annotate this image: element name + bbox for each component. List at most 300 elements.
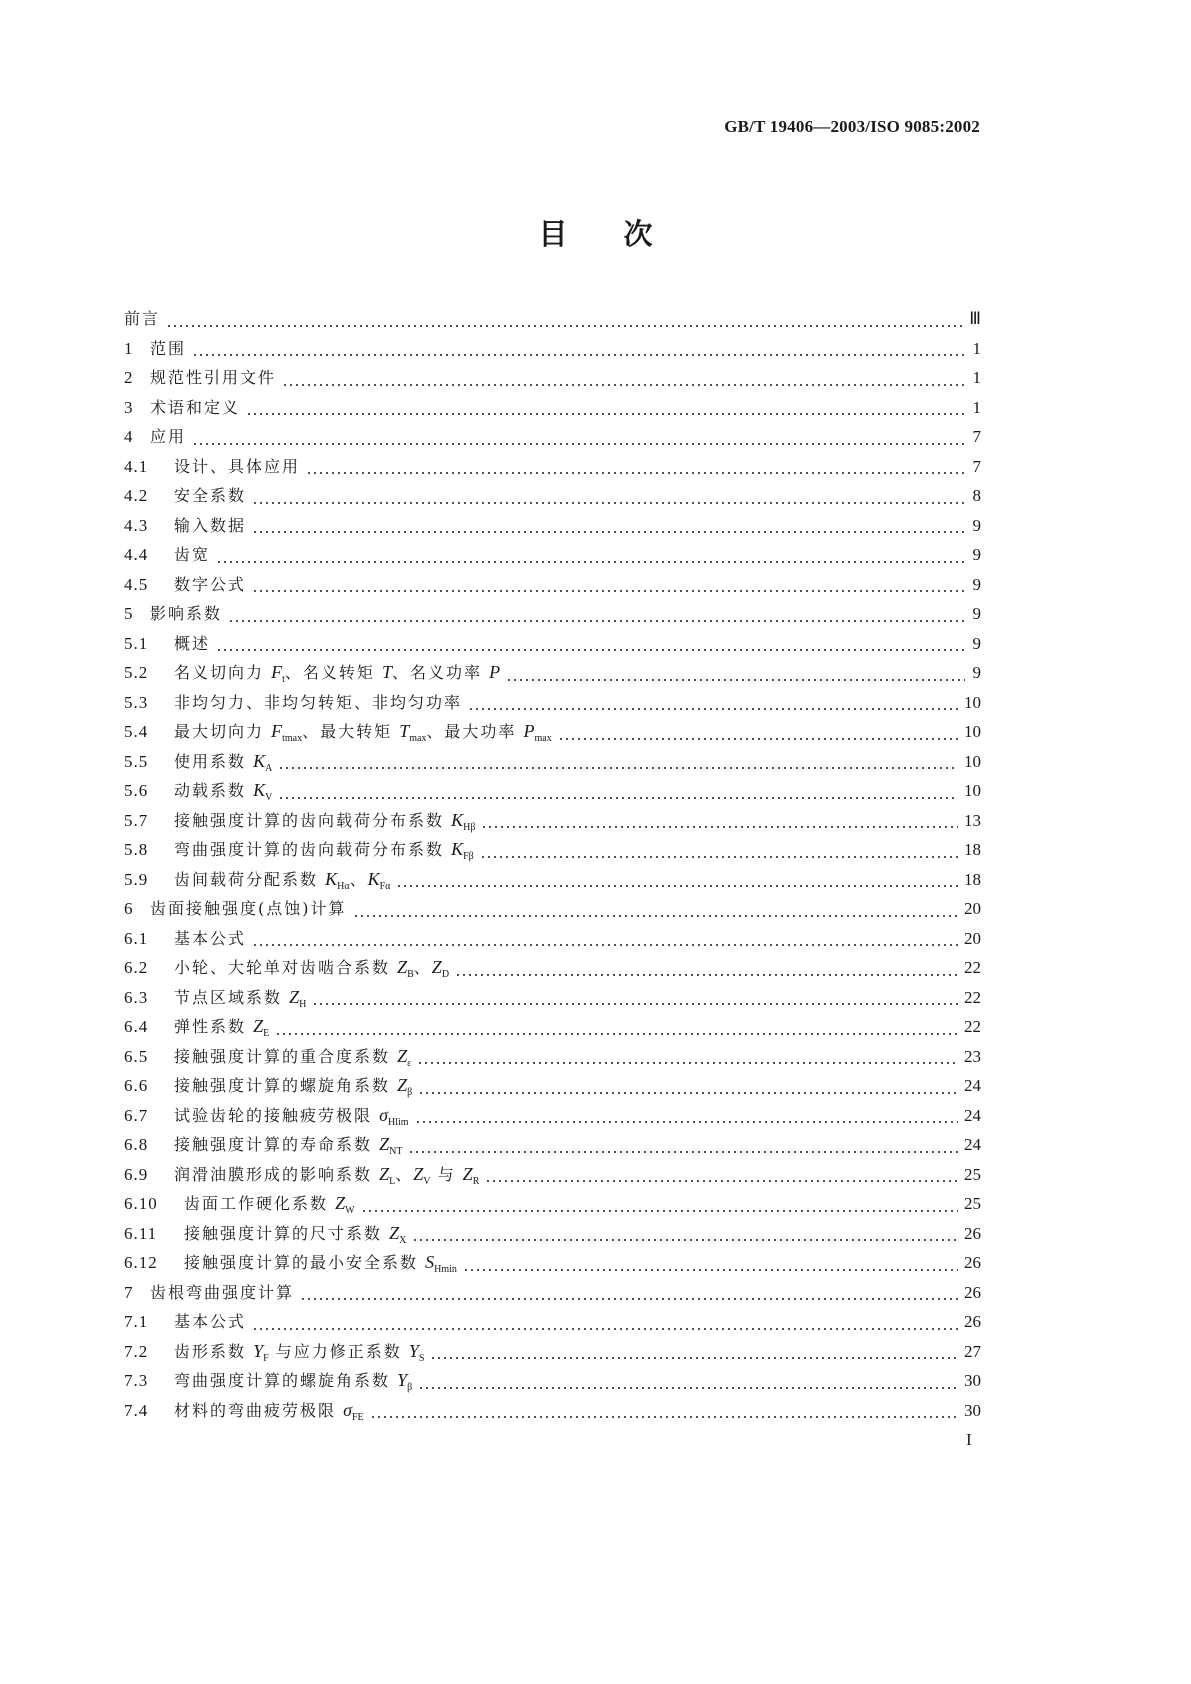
title-text: 接触强度计算的寿命系数	[174, 1135, 380, 1154]
toc-entry[interactable]	[124, 513, 981, 543]
symbol-letter: Y	[408, 1340, 419, 1361]
title-text: 接触强度计算的最小安全系数	[184, 1253, 426, 1272]
toc-entry-title	[174, 749, 272, 774]
symbol-letter: Z	[462, 1163, 473, 1184]
title-text: 应用	[150, 427, 187, 446]
toc-entry[interactable]	[124, 365, 981, 395]
symbol-subscript: Fα	[379, 880, 391, 892]
toc-entry-page: 26	[964, 1253, 981, 1272]
toc-entry[interactable]	[124, 601, 981, 631]
toc-entry[interactable]	[124, 572, 981, 602]
title-text: 材料的弯曲疲劳极限	[174, 1400, 344, 1420]
title-text: 齿形系数	[174, 1341, 254, 1361]
symbol-subscript: F	[263, 1352, 269, 1364]
symbol-subscript: B	[407, 969, 414, 980]
math-symbol	[271, 662, 285, 685]
dot-leader	[417, 1061, 958, 1065]
math-symbol	[253, 1340, 269, 1364]
toc-entry[interactable]	[124, 1398, 981, 1428]
toc-entry[interactable]	[124, 690, 981, 720]
title-text: 基本公式	[174, 1312, 247, 1331]
symbol-letter: K	[253, 750, 266, 771]
dot-leader	[361, 1209, 958, 1213]
toc-entry[interactable]	[124, 1044, 981, 1074]
symbol-letter: Z	[397, 1045, 408, 1066]
toc-entry-page: 24	[964, 1076, 981, 1095]
symbol-subscript: β	[407, 1382, 413, 1393]
toc-entry-number: 6.12	[124, 1253, 158, 1272]
title-text: 弯曲强度计算的螺旋角系数	[174, 1371, 398, 1390]
title-text: 弹性系数	[174, 1017, 254, 1036]
symbol-subscript: E	[263, 1028, 270, 1039]
toc-entry-page: 25	[964, 1164, 981, 1184]
toc-entry[interactable]	[124, 1250, 981, 1280]
toc-entry-page: 22	[964, 1017, 981, 1036]
toc-entry-page: 10	[964, 781, 981, 800]
math-symbol	[253, 750, 273, 774]
symbol-subscript: W	[345, 1205, 355, 1216]
toc-entry-title	[174, 1398, 364, 1423]
toc-entry-number: 6	[124, 899, 134, 918]
toc-entry-page: 9	[972, 663, 981, 682]
dot-leader	[192, 442, 965, 446]
toc-entry-title	[174, 542, 210, 565]
dot-leader	[216, 648, 965, 652]
title-text: 接触强度计算的螺旋角系数	[174, 1076, 398, 1095]
math-symbol	[379, 1163, 396, 1187]
toc-entry-number: 6.5	[124, 1046, 149, 1066]
toc-entry-page: 26	[964, 1223, 981, 1243]
title-text: 规范性引用文件	[150, 368, 277, 387]
toc-entry-title	[174, 1339, 424, 1364]
title-text: 安全系数	[174, 486, 247, 505]
toc-entry-title	[174, 837, 474, 862]
symbol-subscript: L	[389, 1175, 396, 1187]
toc-entry[interactable]	[124, 631, 981, 661]
toc-entry-title	[174, 690, 462, 713]
dot-leader	[306, 471, 965, 475]
symbol-subscript: NT	[389, 1146, 403, 1157]
toc-entry[interactable]	[124, 1339, 981, 1369]
title-text: 前言	[124, 309, 161, 328]
toc-entry-page: 24	[964, 1105, 981, 1125]
math-symbol	[451, 839, 474, 862]
toc-entry-number: 6.11	[124, 1223, 158, 1243]
toc-entry-number: 5.6	[124, 781, 149, 800]
toc-entry-number: 1	[124, 338, 134, 358]
toc-entry-page: 9	[972, 545, 981, 564]
symbol-subscript: H	[299, 998, 307, 1010]
toc-entry-title	[174, 867, 390, 892]
toc-entry-title	[174, 1103, 409, 1128]
dot-leader	[353, 914, 959, 918]
toc-entry-page: 22	[964, 987, 981, 1007]
toc-entry[interactable]	[124, 542, 981, 572]
toc-entry[interactable]	[124, 985, 981, 1015]
toc-entry[interactable]	[124, 424, 981, 454]
toc-entry-page: Ⅲ	[969, 309, 981, 328]
toc-entry-title	[150, 336, 186, 359]
dot-leader	[430, 1356, 958, 1360]
math-symbol	[289, 986, 307, 1010]
dot-leader	[396, 884, 958, 888]
dot-leader	[252, 501, 965, 505]
toc-entry-page: 1	[972, 338, 981, 358]
toc-entry[interactable]	[124, 660, 981, 690]
toc-entry[interactable]	[124, 1132, 981, 1162]
toc-entry-page: 26	[964, 1282, 981, 1302]
symbol-letter: Z	[335, 1193, 346, 1213]
toc-entry-number: 4.2	[124, 486, 149, 505]
title-text: 范围	[150, 338, 187, 358]
math-symbol	[397, 1370, 413, 1393]
toc-entry[interactable]	[124, 454, 981, 484]
symbol-letter: Y	[397, 1370, 408, 1390]
dot-leader	[418, 1386, 958, 1390]
toc-entry-title	[174, 1368, 412, 1393]
math-symbol	[379, 1104, 409, 1128]
toc-entry[interactable]	[124, 867, 981, 897]
toc-entry-title	[174, 719, 552, 744]
symbol-subscript: A	[265, 762, 273, 774]
toc-entry-title	[184, 1191, 355, 1216]
math-symbol	[451, 809, 476, 833]
title-text: 、名义转矩	[284, 663, 382, 682]
symbol-letter: P	[523, 721, 535, 741]
symbol-letter: Z	[413, 1163, 424, 1184]
symbol-subscript: V	[423, 1175, 431, 1187]
toc-entry-page: 10	[964, 692, 981, 712]
symbol-subscript: D	[441, 969, 450, 980]
title-text: 接触强度计算的齿向载荷分布系数	[174, 810, 452, 830]
toc-entry[interactable]	[124, 1103, 981, 1133]
toc-entry-page: 9	[972, 633, 981, 653]
toc-entry-number: 7.2	[124, 1341, 149, 1361]
toc-entry-number: 4.4	[124, 545, 149, 564]
dot-leader	[166, 324, 963, 328]
dot-leader	[481, 825, 958, 829]
toc-entry[interactable]	[124, 955, 981, 985]
toc-entry-page: 25	[964, 1194, 981, 1213]
toc-entry[interactable]	[124, 1280, 981, 1310]
toc-entry[interactable]	[124, 336, 981, 366]
toc-entry-number: 4	[124, 427, 134, 446]
symbol-letter: Z	[289, 986, 300, 1007]
dot-leader	[480, 855, 958, 859]
dot-leader	[418, 1091, 958, 1095]
standard-number-header: GB/T 19406—2003/ISO 9085:2002	[724, 117, 980, 136]
title-text: 、最大转矩	[302, 722, 400, 741]
symbol-letter: F	[271, 721, 283, 741]
dot-leader	[463, 1268, 958, 1272]
title-text: 、最大功率	[426, 722, 524, 741]
toc-entry-title	[150, 1280, 294, 1303]
toc-entry-title	[174, 454, 300, 477]
toc-entry-number: 6.6	[124, 1076, 149, 1095]
toc-entry-number: 4.3	[124, 515, 149, 535]
toc-entry[interactable]	[124, 808, 981, 838]
symbol-letter: K	[325, 868, 338, 889]
toc-entry-page: 9	[972, 574, 981, 594]
dot-leader	[275, 1032, 958, 1036]
toc-entry-title	[174, 483, 246, 506]
symbol-subscript: ε	[407, 1057, 412, 1069]
title-text: 齿根弯曲强度计算	[150, 1282, 295, 1302]
toc-entry-number: 4.5	[124, 574, 149, 594]
symbol-subscript: R	[472, 1175, 480, 1187]
dot-leader	[228, 619, 965, 623]
toc-entry[interactable]	[124, 1221, 981, 1251]
toc-entry-page: 26	[964, 1312, 981, 1331]
toc-entry-page: 20	[964, 928, 981, 948]
dot-leader	[506, 678, 965, 682]
dot-leader	[412, 1238, 958, 1242]
title-text: 接触强度计算的尺寸系数	[184, 1223, 390, 1243]
toc-entry[interactable]	[124, 395, 981, 425]
toc-entry[interactable]	[124, 896, 981, 926]
toc-entry-number: 5.5	[124, 751, 149, 771]
symbol-letter: P	[489, 662, 501, 682]
math-symbol	[335, 1193, 355, 1216]
toc-entry-page: 9	[972, 515, 981, 535]
title-text: 设计、具体应用	[174, 456, 301, 476]
math-symbol	[253, 1016, 270, 1039]
dot-leader	[252, 1327, 958, 1331]
toc-entry-number: 3	[124, 397, 134, 417]
dot-leader	[252, 589, 965, 593]
dot-leader	[282, 383, 965, 387]
symbol-letter: Z	[397, 957, 408, 977]
symbol-subscript: Fβ	[463, 851, 474, 862]
toc-entry-title	[184, 1221, 406, 1246]
dot-leader	[252, 943, 958, 947]
toc-entry-title	[174, 955, 449, 980]
symbol-subscript: Hα	[337, 880, 350, 892]
toc-entry[interactable]	[124, 837, 981, 867]
symbol-subscript: X	[399, 1234, 407, 1246]
toc-entry-number: 5.7	[124, 810, 149, 830]
title-text: 与应力修正系数	[268, 1341, 409, 1361]
title-text: 名义切向力	[174, 663, 272, 682]
toc-entry-title	[174, 572, 246, 595]
math-symbol	[397, 1075, 413, 1098]
toc-entry-page: 9	[972, 604, 981, 623]
toc-entry-title	[174, 985, 306, 1010]
toc-entry-title	[150, 896, 347, 919]
symbol-letter: Z	[379, 1163, 390, 1184]
toc-entry-number: 5.3	[124, 692, 149, 712]
page-number: I	[966, 1430, 972, 1449]
toc-entry-title	[150, 424, 186, 447]
toc-entry[interactable]	[124, 926, 981, 956]
toc-entry-title	[174, 808, 475, 833]
toc-entry[interactable]	[124, 483, 981, 513]
title-text: 小轮、大轮单对齿啮合系数	[174, 958, 398, 977]
toc-entry-title	[174, 1162, 479, 1187]
toc-entry-title	[174, 1044, 411, 1069]
title-text: 齿面接触强度(点蚀)计算	[150, 899, 347, 918]
toc-entry[interactable]	[124, 1073, 981, 1103]
title-text: 非均匀力、非均匀转矩、非均匀功率	[174, 692, 463, 712]
symbol-letter: K	[253, 780, 266, 800]
toc-entry-title	[174, 1132, 402, 1157]
math-symbol	[462, 1163, 480, 1187]
toc-entry-number: 6.4	[124, 1017, 149, 1036]
toc-entry-page: 18	[964, 869, 981, 889]
toc-entry-number: 7	[124, 1282, 134, 1302]
toc-entry-number: 6.7	[124, 1105, 149, 1125]
toc-entry-number: 4.1	[124, 456, 149, 476]
math-symbol	[489, 662, 500, 682]
symbol-letter: K	[451, 809, 464, 830]
symbol-subscript: FE	[351, 1411, 364, 1423]
toc-entry-title	[174, 926, 246, 949]
dot-leader	[216, 560, 965, 564]
toc-entry-page: 8	[972, 486, 981, 505]
toc-entry-page: 23	[964, 1046, 981, 1066]
toc-entry-page: 30	[964, 1400, 981, 1420]
toc-entry-page: 1	[972, 397, 981, 417]
symbol-subscript: Hmin	[434, 1264, 457, 1275]
symbol-letter: σ	[379, 1104, 388, 1125]
title-text: 动载系数	[174, 781, 254, 800]
title-text: 节点区域系数	[174, 987, 290, 1007]
title-text: 概述	[174, 633, 211, 653]
symbol-letter: Z	[397, 1075, 408, 1095]
toc-entry-number: 6.9	[124, 1164, 149, 1184]
title-text: 接触强度计算的重合度系数	[174, 1046, 398, 1066]
toc-entry-title	[150, 395, 240, 418]
symbol-letter: Y	[253, 1340, 264, 1361]
symbol-subscript: t	[282, 674, 285, 685]
symbol-letter: σ	[343, 1399, 352, 1420]
toc-entry-page: 30	[964, 1371, 981, 1390]
title-text: 影响系数	[150, 604, 223, 623]
toc-entry-title	[174, 660, 500, 685]
toc-entry-number: 7.4	[124, 1400, 149, 1420]
math-symbol	[379, 1134, 403, 1157]
dot-leader	[252, 530, 965, 534]
symbol-letter: Z	[431, 957, 442, 977]
toc-entry-number: 5.2	[124, 663, 149, 682]
toc-entry[interactable]	[124, 749, 981, 779]
page-title: 目次	[538, 217, 709, 251]
symbol-letter: K	[451, 839, 464, 859]
dot-leader	[485, 1179, 958, 1183]
toc-entry[interactable]	[124, 719, 981, 749]
toc-entry-number: 6.1	[124, 928, 149, 948]
dot-leader	[455, 973, 958, 977]
math-symbol	[367, 868, 391, 892]
toc-entry[interactable]	[124, 1368, 981, 1398]
math-symbol	[408, 1340, 425, 1364]
toc-entry-number: 6.10	[124, 1194, 158, 1213]
toc-entry-number: 7.1	[124, 1312, 149, 1331]
dot-leader	[558, 737, 958, 741]
title-text: 润滑油膜形成的影响系数	[174, 1164, 380, 1184]
toc-entry-page: 10	[964, 722, 981, 741]
toc-entry-page: 27	[964, 1341, 981, 1361]
math-symbol	[397, 1045, 412, 1069]
math-symbol	[397, 957, 414, 980]
title-text: 、	[395, 1164, 414, 1184]
symbol-subscript: β	[407, 1087, 413, 1098]
toc-entry-page: 18	[964, 840, 981, 859]
toc-entry-title	[174, 631, 210, 654]
symbol-subscript: tmax	[282, 733, 303, 744]
title-text: 弯曲强度计算的齿向载荷分布系数	[174, 840, 452, 859]
toc-entry-number: 6.8	[124, 1135, 149, 1154]
toc-entry[interactable]	[124, 1309, 981, 1339]
symbol-subscript: max	[534, 733, 552, 744]
dot-leader	[246, 412, 965, 416]
title-text: 、	[413, 958, 432, 977]
dot-leader	[370, 1415, 958, 1419]
toc-entry[interactable]	[124, 1014, 981, 1044]
title-text: 齿面工作硬化系数	[184, 1194, 336, 1213]
toc-entry-title	[174, 1014, 269, 1039]
toc-entry[interactable]	[124, 1191, 981, 1221]
symbol-letter: Z	[379, 1134, 390, 1154]
dot-leader	[408, 1150, 958, 1154]
toc-entry-number: 2	[124, 368, 134, 387]
toc-entry-page: 10	[964, 751, 981, 771]
toc-entry-number: 5.4	[124, 722, 149, 741]
math-symbol	[382, 662, 392, 682]
toc-entry-number: 5.1	[124, 633, 149, 653]
toc-entry-number: 5.9	[124, 869, 149, 889]
symbol-subscript: Hlim	[387, 1116, 409, 1128]
symbol-letter: Z	[253, 1016, 264, 1036]
dot-leader	[300, 1297, 958, 1301]
math-symbol	[523, 721, 552, 744]
toc-entry[interactable]	[124, 306, 981, 336]
math-symbol	[425, 1252, 457, 1275]
math-symbol	[413, 1163, 431, 1187]
dot-leader	[312, 1002, 958, 1006]
title-text: 术语和定义	[150, 397, 241, 417]
math-symbol	[271, 721, 303, 744]
toc-entry-title	[174, 1073, 412, 1098]
toc-entry-title	[124, 306, 160, 329]
math-symbol	[431, 957, 450, 980]
title-text: 、	[349, 869, 368, 889]
toc-entry-number: 7.3	[124, 1371, 149, 1390]
toc-entry-title	[174, 513, 246, 536]
dot-leader	[278, 796, 958, 800]
symbol-letter: T	[399, 721, 410, 741]
toc-entry-number: 6.3	[124, 987, 149, 1007]
toc-entry-title	[150, 601, 222, 624]
toc-entry-number: 5.8	[124, 840, 149, 859]
toc-entry-title	[174, 778, 272, 803]
toc-entry-title	[184, 1250, 457, 1275]
toc-entry[interactable]	[124, 778, 981, 808]
toc-entry-page: 13	[964, 810, 981, 830]
title-text: 试验齿轮的接触疲劳极限	[174, 1105, 380, 1125]
symbol-subscript: max	[409, 733, 427, 744]
toc-entry[interactable]	[124, 1162, 981, 1192]
dot-leader	[468, 707, 958, 711]
symbol-letter: T	[381, 662, 392, 682]
math-symbol	[399, 721, 427, 744]
math-symbol	[343, 1399, 364, 1423]
math-symbol	[253, 780, 273, 803]
dot-leader	[192, 353, 965, 357]
symbol-subscript: V	[265, 792, 273, 803]
toc-entry-number: 6.2	[124, 958, 149, 977]
toc-entry-number: 5	[124, 604, 134, 623]
